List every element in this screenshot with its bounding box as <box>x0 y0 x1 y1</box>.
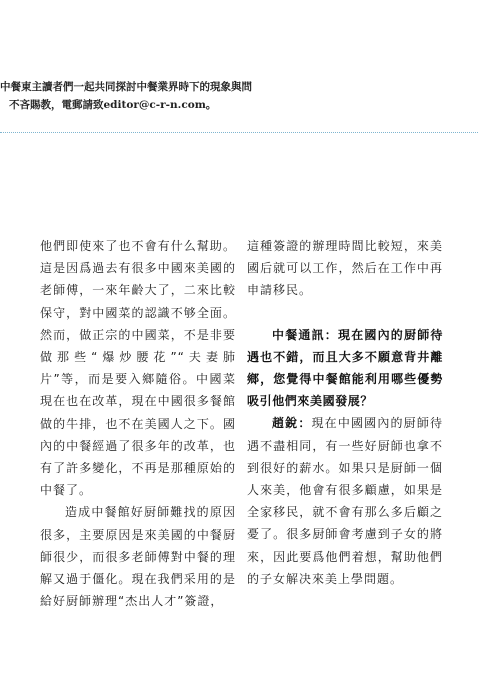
left-paragraph-1: 他們即使來了也不會有什么幫助。這是因爲過去有很多中國來美國的老師傅，一來年齡大了，二來比較保守，對中國菜的認識不够全面。然而，做正宗的中國菜，不是非要做那些“爆炒腰花”“夫妻肺片”等，而是要入鄉隨俗。中國菜現在也在改革，現在中國很多餐館做的牛排，也不在美國人之下。國內的中餐經過了很多年的改革，也有了許多變化，不再是那種原始的中餐了。 <box>40 239 236 498</box>
answer-speaker: 趙銳： <box>272 416 312 431</box>
header-note-line-1: 中餐東主讀者們一起共同探討中餐業界時下的現象與問 <box>0 81 252 93</box>
interview-answer <box>247 412 443 590</box>
dotted-divider <box>0 132 478 133</box>
right-paragraph-1: 這種簽證的辦理時間比較短，來美國后就可以工作，然后在工作中再申請移民。 <box>247 239 443 298</box>
right-column <box>247 235 443 590</box>
answer-text: 現在中國國內的厨師待遇不盡相同，有一些好厨師也拿不到很好的薪水。如果只是厨師一個人來美，他會有很多顧慮，如果是全家移民，就不會有那么多后顧之憂了。很多厨師會考慮到子女的將來，因此要爲他們着想，幫助他們的子女解决來美上學問題。 <box>247 416 443 586</box>
paragraph-spacer <box>247 302 443 324</box>
interview-question: 中餐通訊：現在國內的厨師待遇也不錯，而且大多不願意背井離鄉，您覺得中餐館能利用哪些優勢吸引他們來美國發展？ <box>247 327 443 409</box>
left-column <box>40 235 236 612</box>
left-paragraph-2: 造成中餐館好厨師難找的原因很多，主要原因是來美國的中餐厨師很少，而很多老師傅對中餐的理解又過于僵化。現在我們采用的是給好厨師辦理“杰出人才”簽證， <box>40 505 236 609</box>
header-note-line-2: 不吝賜教，電郵請致editor@c-r-n.com。 <box>9 99 217 111</box>
